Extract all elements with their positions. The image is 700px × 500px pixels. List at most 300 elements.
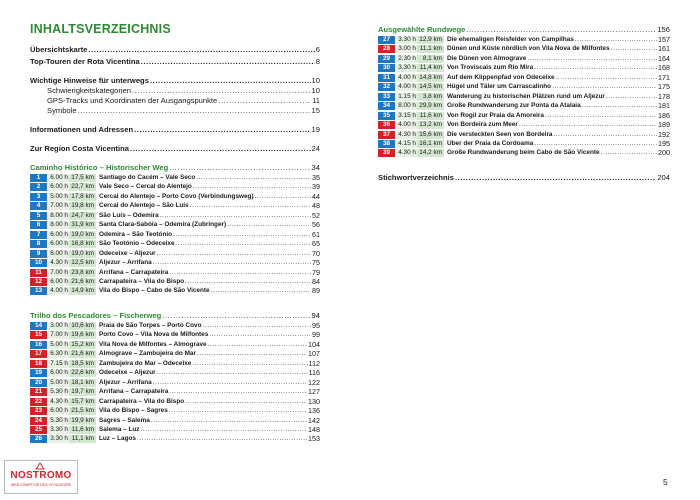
route-number-badge: 28 — [378, 45, 395, 53]
leader-dots — [141, 57, 315, 66]
route-distance: 11,1 km — [69, 435, 96, 443]
route-name: Vila do Bispo – Cabo de São Vicente — [99, 287, 210, 295]
leader-dots — [134, 125, 310, 134]
leader-dots — [611, 45, 657, 53]
route-page: 35 — [312, 174, 320, 182]
toc-entry-label: Übersichtskarte — [30, 45, 88, 54]
route-time: 5.00 h — [47, 341, 69, 349]
route-time: 3.30 h — [47, 435, 69, 443]
toc-entry-page: 10 — [311, 76, 320, 85]
route-name: Auf dem Klippenpfad von Odeceixe — [447, 73, 555, 81]
route-number-badge: 11 — [30, 269, 47, 277]
route-row[interactable] — [30, 379, 320, 387]
route-time: 7.00 h — [47, 269, 69, 277]
route-time: 6.00 h — [47, 240, 69, 248]
route-distance: 22,7 km — [69, 183, 96, 191]
route-number-badge: 35 — [378, 112, 395, 120]
route-distance: 21,6 km — [69, 350, 96, 358]
route-distance: 14,2 km — [417, 149, 444, 157]
route-time: 4.00 h — [395, 121, 417, 129]
route-number-badge: 34 — [378, 102, 395, 110]
route-name: Von Bordeira zum Meer — [447, 121, 518, 129]
toc-entry[interactable] — [30, 96, 320, 105]
route-page: 89 — [312, 287, 320, 296]
route-time: 6.00 h — [47, 174, 69, 182]
route-time: 4.30 h — [47, 398, 69, 406]
route-row[interactable] — [30, 360, 320, 368]
toc-entry-page: 10 — [311, 86, 320, 95]
route-row[interactable] — [378, 64, 670, 72]
route-name: Odeceixe – Aljezur — [99, 249, 156, 257]
route-row[interactable] — [378, 36, 670, 44]
route-distance: 29,9 km — [417, 102, 444, 110]
route-distance: 31,9 km — [69, 221, 96, 229]
route-row[interactable] — [378, 140, 670, 148]
toc-entry-page: 15 — [311, 106, 320, 115]
route-row[interactable] — [378, 45, 670, 53]
toc-entry[interactable] — [30, 57, 320, 66]
route-number-badge: 3 — [30, 193, 47, 201]
route-name: Arrifana – Carrapateira — [99, 268, 169, 276]
route-time: 6.30 h — [47, 350, 69, 358]
route-number-badge: 25 — [30, 426, 47, 434]
route-distance: 24,7 km — [69, 212, 96, 220]
route-number-badge: 19 — [30, 369, 47, 377]
route-page: 39 — [312, 183, 320, 192]
route-distance: 12,5 km — [69, 259, 96, 267]
leader-dots — [130, 144, 311, 153]
route-time: 4.15 h — [395, 140, 417, 148]
toc-entry[interactable] — [30, 125, 320, 134]
route-row[interactable] — [30, 417, 320, 425]
route-name: Hügel und Täler um Carrascalinho — [447, 83, 552, 91]
leader-dots — [534, 64, 657, 72]
leader-dots — [196, 174, 311, 182]
route-page: 136 — [308, 407, 320, 416]
route-page: 48 — [312, 202, 320, 211]
route-time: 6.00 h — [47, 250, 69, 258]
route-number-badge: 15 — [30, 331, 47, 339]
leader-dots — [157, 250, 311, 258]
route-number-badge: 27 — [378, 36, 395, 44]
leader-dots — [211, 287, 311, 295]
route-name: Carrapateira – Vila do Bispo — [99, 277, 185, 285]
leader-dots — [192, 360, 307, 368]
route-number-badge: 29 — [378, 55, 395, 63]
section-heading[interactable] — [30, 311, 320, 320]
toc-title: INHALTSVERZEICHNIS — [30, 22, 171, 36]
route-time: 5.30 h — [47, 417, 69, 425]
route-number-badge: 8 — [30, 240, 47, 248]
index-page: 204 — [657, 173, 670, 182]
route-page: 104 — [308, 340, 320, 349]
route-distance: 21,6 km — [69, 278, 96, 286]
leader-dots — [162, 311, 310, 320]
route-row[interactable] — [30, 231, 320, 239]
route-page: 189 — [658, 121, 670, 130]
leader-dots — [169, 163, 310, 172]
leader-dots — [519, 121, 657, 129]
leader-dots — [169, 407, 307, 415]
route-number-badge: 12 — [30, 278, 47, 286]
toc-entry-page: 6 — [315, 45, 320, 54]
route-time: 3.30 h — [395, 64, 417, 72]
route-page: 65 — [312, 240, 320, 249]
route-time: 7.15 h — [47, 360, 69, 368]
leader-dots — [545, 112, 657, 120]
route-distance: 11,6 km — [69, 426, 96, 434]
route-page: 70 — [312, 249, 320, 258]
route-name: Von Troviscais zum Rio Mira — [447, 64, 534, 72]
route-distance: 13,2 km — [417, 121, 444, 129]
route-page: 130 — [308, 397, 320, 406]
toc-entry-label: Top-Touren der Rota Vicentina — [30, 57, 140, 66]
route-page: 200 — [658, 149, 670, 158]
toc-entry-page: 24 — [311, 144, 320, 153]
route-number-badge: 16 — [30, 341, 47, 349]
section-page: 156 — [657, 25, 670, 34]
route-time: 3.00 h — [47, 322, 69, 330]
route-name: Die versteckten Seen von Bordeira — [447, 130, 553, 138]
route-distance: 15,7 km — [69, 398, 96, 406]
route-distance: 16,1 km — [417, 140, 444, 148]
route-row[interactable] — [30, 287, 320, 295]
toc-entry[interactable] — [30, 144, 320, 153]
route-time: 7.00 h — [47, 202, 69, 210]
route-distance: 18,1 km — [69, 379, 96, 387]
route-name: Vale Seco – Cercal do Alentejo — [99, 183, 192, 191]
route-time: 6.00 h — [47, 231, 69, 239]
logo-tagline: WEB COMPTOIR DES VOYAGEURS — [10, 483, 72, 487]
route-distance: 19,6 km — [69, 331, 96, 339]
route-number-badge: 31 — [378, 74, 395, 82]
route-page: 148 — [308, 425, 320, 434]
toc-entry-label: Informationen und Adressen — [30, 125, 134, 134]
route-row[interactable] — [30, 398, 320, 406]
route-number-badge: 13 — [30, 287, 47, 295]
leader-dots — [455, 173, 656, 182]
leader-dots — [227, 221, 311, 229]
route-row[interactable] — [30, 202, 320, 210]
leader-dots — [169, 388, 307, 396]
route-row[interactable] — [30, 331, 320, 339]
route-row[interactable] — [30, 193, 320, 201]
route-number-badge: 14 — [30, 322, 47, 330]
leader-dots — [176, 240, 311, 248]
route-time: 4.00 h — [395, 74, 417, 82]
index-entry[interactable] — [378, 173, 670, 182]
route-number-badge: 22 — [30, 398, 47, 406]
route-distance: 19,7 km — [69, 388, 96, 396]
route-page: 112 — [308, 359, 320, 368]
route-distance: 17,5 km — [69, 174, 96, 182]
route-row[interactable] — [30, 369, 320, 377]
route-page: 178 — [658, 92, 670, 101]
leader-dots — [601, 149, 657, 157]
section-page: 94 — [311, 311, 320, 320]
route-page: 56 — [312, 221, 320, 230]
route-distance: 17,8 km — [69, 193, 96, 201]
route-distance: 21,5 km — [69, 407, 96, 415]
route-number-badge: 6 — [30, 221, 47, 229]
route-number-badge: 7 — [30, 231, 47, 239]
section-heading[interactable] — [378, 25, 670, 34]
route-row[interactable] — [378, 74, 670, 82]
route-row[interactable] — [378, 131, 670, 139]
toc-entry-label: Schwierigkeitskategorien — [47, 86, 131, 95]
route-distance: 11,1 km — [417, 45, 444, 53]
route-page: 79 — [312, 268, 320, 277]
index-label: Stichwortverzeichnis — [378, 173, 454, 182]
route-number-badge: 10 — [30, 259, 47, 267]
toc-entry-page: 11 — [312, 96, 320, 105]
route-row[interactable] — [30, 221, 320, 229]
route-time: 6.00 h — [47, 369, 69, 377]
route-row[interactable] — [30, 407, 320, 415]
route-number-badge: 24 — [30, 417, 47, 425]
leader-dots — [88, 45, 314, 54]
route-number-badge: 26 — [30, 435, 47, 443]
route-page: 157 — [658, 36, 670, 44]
leader-dots — [556, 74, 657, 82]
leader-dots — [185, 398, 307, 406]
route-number-badge: 21 — [30, 388, 47, 396]
route-name: Aljezur – Arrifana — [99, 378, 152, 386]
route-page: 192 — [658, 130, 670, 139]
leader-dots — [197, 350, 307, 358]
leader-dots — [534, 140, 657, 148]
route-page: 127 — [308, 388, 320, 397]
route-number-badge: 36 — [378, 121, 395, 129]
route-distance: 19,9 km — [69, 417, 96, 425]
route-name: Sagres – Salema — [99, 416, 150, 424]
route-page: 122 — [308, 378, 320, 387]
leader-dots — [575, 36, 657, 44]
route-name: Odeceixe – Aljezur — [99, 369, 156, 377]
route-name: São Teotónio – Odeceixe — [99, 240, 175, 248]
route-name: Die ehemaligen Reisfelder von Campilhas — [447, 36, 574, 43]
route-number-badge: 39 — [378, 149, 395, 157]
leader-dots — [153, 259, 311, 267]
route-row[interactable] — [30, 341, 320, 349]
route-number-badge: 23 — [30, 407, 47, 415]
route-number-badge: 1 — [30, 174, 47, 182]
toc-entry[interactable] — [30, 45, 320, 54]
toc-entry[interactable] — [30, 106, 320, 115]
leader-dots — [151, 417, 307, 425]
toc-entry-label: Zur Region Costa Vicentina — [30, 144, 130, 153]
route-distance: 14,5 km — [417, 83, 444, 91]
route-time: 3.30 h — [395, 36, 417, 44]
leader-dots — [209, 331, 311, 339]
route-page: 99 — [312, 331, 320, 340]
route-number-badge: 38 — [378, 140, 395, 148]
toc-entry-label: GPS-Tracks und Koordinaten der Ausgangspunkte — [47, 96, 218, 105]
route-page: 171 — [658, 73, 670, 82]
route-row[interactable] — [378, 102, 670, 110]
route-name: Odemira – São Teotónio — [99, 230, 173, 238]
leader-dots — [173, 231, 311, 239]
route-row[interactable] — [378, 83, 670, 91]
route-distance: 10,6 km — [69, 322, 96, 330]
route-time: 6.00 h — [47, 278, 69, 286]
toc-entry[interactable] — [30, 76, 320, 85]
route-page: 52 — [312, 211, 320, 220]
section-heading[interactable] — [30, 163, 320, 172]
route-row[interactable] — [30, 350, 320, 358]
route-distance: 14,9 km — [69, 287, 96, 295]
route-distance: 18,5 km — [69, 360, 96, 368]
route-time: 3.15 h — [395, 112, 417, 120]
route-distance: 3,8 km — [417, 93, 444, 101]
leader-dots — [466, 25, 656, 34]
route-row[interactable] — [30, 183, 320, 191]
route-row[interactable] — [30, 240, 320, 248]
toc-entry-label: Symbole — [47, 106, 77, 115]
route-time: 4.30 h — [47, 259, 69, 267]
route-row[interactable] — [30, 269, 320, 277]
route-number-badge: 18 — [30, 360, 47, 368]
route-name: Cercal do Alentejo – Porto Covo (Verbindungsweg) — [99, 192, 254, 200]
route-name: Über der Praia da Cordoama — [447, 139, 534, 147]
route-row[interactable] — [378, 112, 670, 120]
route-distance: 19,0 km — [69, 231, 96, 239]
route-distance: 23,8 km — [69, 269, 96, 277]
route-number-badge: 17 — [30, 350, 47, 358]
leader-dots — [137, 435, 307, 443]
leader-dots — [190, 202, 311, 210]
section-title: Ausgewählte Rundwege — [378, 25, 466, 34]
route-row[interactable] — [30, 174, 320, 182]
leader-dots — [552, 83, 657, 91]
route-time: 4.00 h — [395, 83, 417, 91]
route-distance: 15,2 km — [69, 341, 96, 349]
route-page: 44 — [312, 192, 320, 201]
route-page: 164 — [658, 54, 670, 63]
route-name: Vila do Bispo – Sagres — [99, 407, 168, 415]
leader-dots — [185, 278, 311, 286]
leader-dots — [255, 193, 311, 201]
route-page: 61 — [312, 230, 320, 239]
toc-entry-label: Wichtige Hinweise für unterwegs — [30, 76, 149, 85]
route-name: Luz – Lagos — [99, 435, 136, 443]
toc-entry-page: 8 — [315, 57, 320, 66]
route-distance: 11,4 km — [417, 64, 444, 72]
route-name: Salema – Luz — [99, 425, 140, 433]
route-name: Wanderung zu historischen Plätzen rund um Aljezur — [447, 92, 605, 100]
leader-dots — [157, 369, 308, 377]
leader-dots — [141, 426, 308, 434]
route-distance: 16,8 km — [69, 240, 96, 248]
route-row[interactable] — [30, 259, 320, 267]
route-name: Almograve – Zambujeira do Mar — [99, 350, 196, 358]
leader-dots — [153, 379, 307, 387]
toc-entry[interactable] — [30, 86, 320, 95]
route-number-badge: 2 — [30, 183, 47, 191]
route-name: Große Rundwanderung zur Ponta da Atalaia — [447, 102, 581, 110]
leader-dots — [527, 55, 657, 63]
leader-dots — [150, 76, 311, 85]
route-row[interactable] — [378, 93, 670, 101]
route-time: 3.00 h — [395, 45, 417, 53]
route-distance: 12,9 km — [417, 36, 444, 44]
leader-dots — [193, 183, 311, 191]
route-name: Zambujeira do Mar – Odeceixe — [99, 359, 192, 367]
route-time: 8.00 h — [395, 102, 417, 110]
route-page: 153 — [308, 435, 320, 444]
route-number-badge: 5 — [30, 212, 47, 220]
section-page: 34 — [311, 163, 320, 172]
route-name: Vila Nova de Milfontes – Almograve — [99, 340, 207, 348]
route-page: 142 — [308, 416, 320, 425]
leader-dots — [554, 131, 658, 139]
route-row[interactable] — [378, 149, 670, 157]
route-time: 6.00 h — [47, 183, 69, 191]
route-page: 168 — [658, 64, 670, 73]
nostromo-logo — [4, 460, 78, 494]
route-time: 3.30 h — [47, 426, 69, 434]
route-row[interactable] — [30, 250, 320, 258]
route-time: 8.00 h — [47, 221, 69, 229]
leader-dots — [218, 96, 311, 105]
route-number-badge: 30 — [378, 64, 395, 72]
route-row[interactable] — [30, 278, 320, 286]
route-time: 5.00 h — [47, 193, 69, 201]
route-number-badge: 32 — [378, 83, 395, 91]
route-number-badge: 9 — [30, 250, 47, 258]
route-page: 195 — [658, 139, 670, 148]
route-name: Arrifana – Carrapateira — [99, 388, 169, 396]
route-number-badge: 4 — [30, 202, 47, 210]
route-time: 8.00 h — [47, 212, 69, 220]
leader-dots — [203, 322, 311, 330]
route-row[interactable] — [30, 212, 320, 220]
route-time: 4.30 h — [395, 149, 417, 157]
route-row[interactable] — [378, 121, 670, 129]
route-time: 5.30 h — [47, 388, 69, 396]
route-row[interactable] — [30, 388, 320, 396]
route-name: Carrapateira – Vila do Bispo — [99, 397, 185, 405]
leader-dots — [78, 106, 311, 115]
route-name: Große Rundwanderung beim Cabo de São Vicente — [447, 149, 600, 157]
route-distance: 22,6 km — [69, 369, 96, 377]
route-time: 5.00 h — [47, 379, 69, 387]
route-time: 4.00 h — [47, 287, 69, 295]
route-row[interactable] — [30, 435, 320, 443]
leader-dots — [582, 102, 657, 110]
route-page: 175 — [658, 83, 670, 92]
route-name: São Luís – Odemira — [99, 211, 159, 219]
section-title: Caminho Histórico – Historischer Weg — [30, 163, 169, 172]
route-name: Aljezur – Arrifana — [99, 259, 152, 267]
route-row[interactable] — [378, 55, 670, 63]
route-row[interactable] — [30, 322, 320, 330]
route-row[interactable] — [30, 426, 320, 434]
route-distance: 11,6 km — [417, 112, 444, 120]
route-distance: 15,6 km — [417, 131, 444, 139]
route-time: 4.30 h — [395, 131, 417, 139]
route-number-badge: 37 — [378, 131, 395, 139]
route-distance: 19,8 km — [69, 202, 96, 210]
page-number: 5 — [663, 477, 668, 487]
leader-dots — [160, 212, 311, 220]
leader-dots — [208, 341, 307, 349]
logo-brand: NOSTROMO — [10, 470, 72, 481]
route-name: Santiago do Cacém – Vale Seco — [99, 174, 196, 181]
route-number-badge: 20 — [30, 379, 47, 387]
route-page: 84 — [312, 277, 320, 286]
route-name: Santa Clara-Sabóia – Odemira (Zubringer) — [99, 221, 227, 229]
